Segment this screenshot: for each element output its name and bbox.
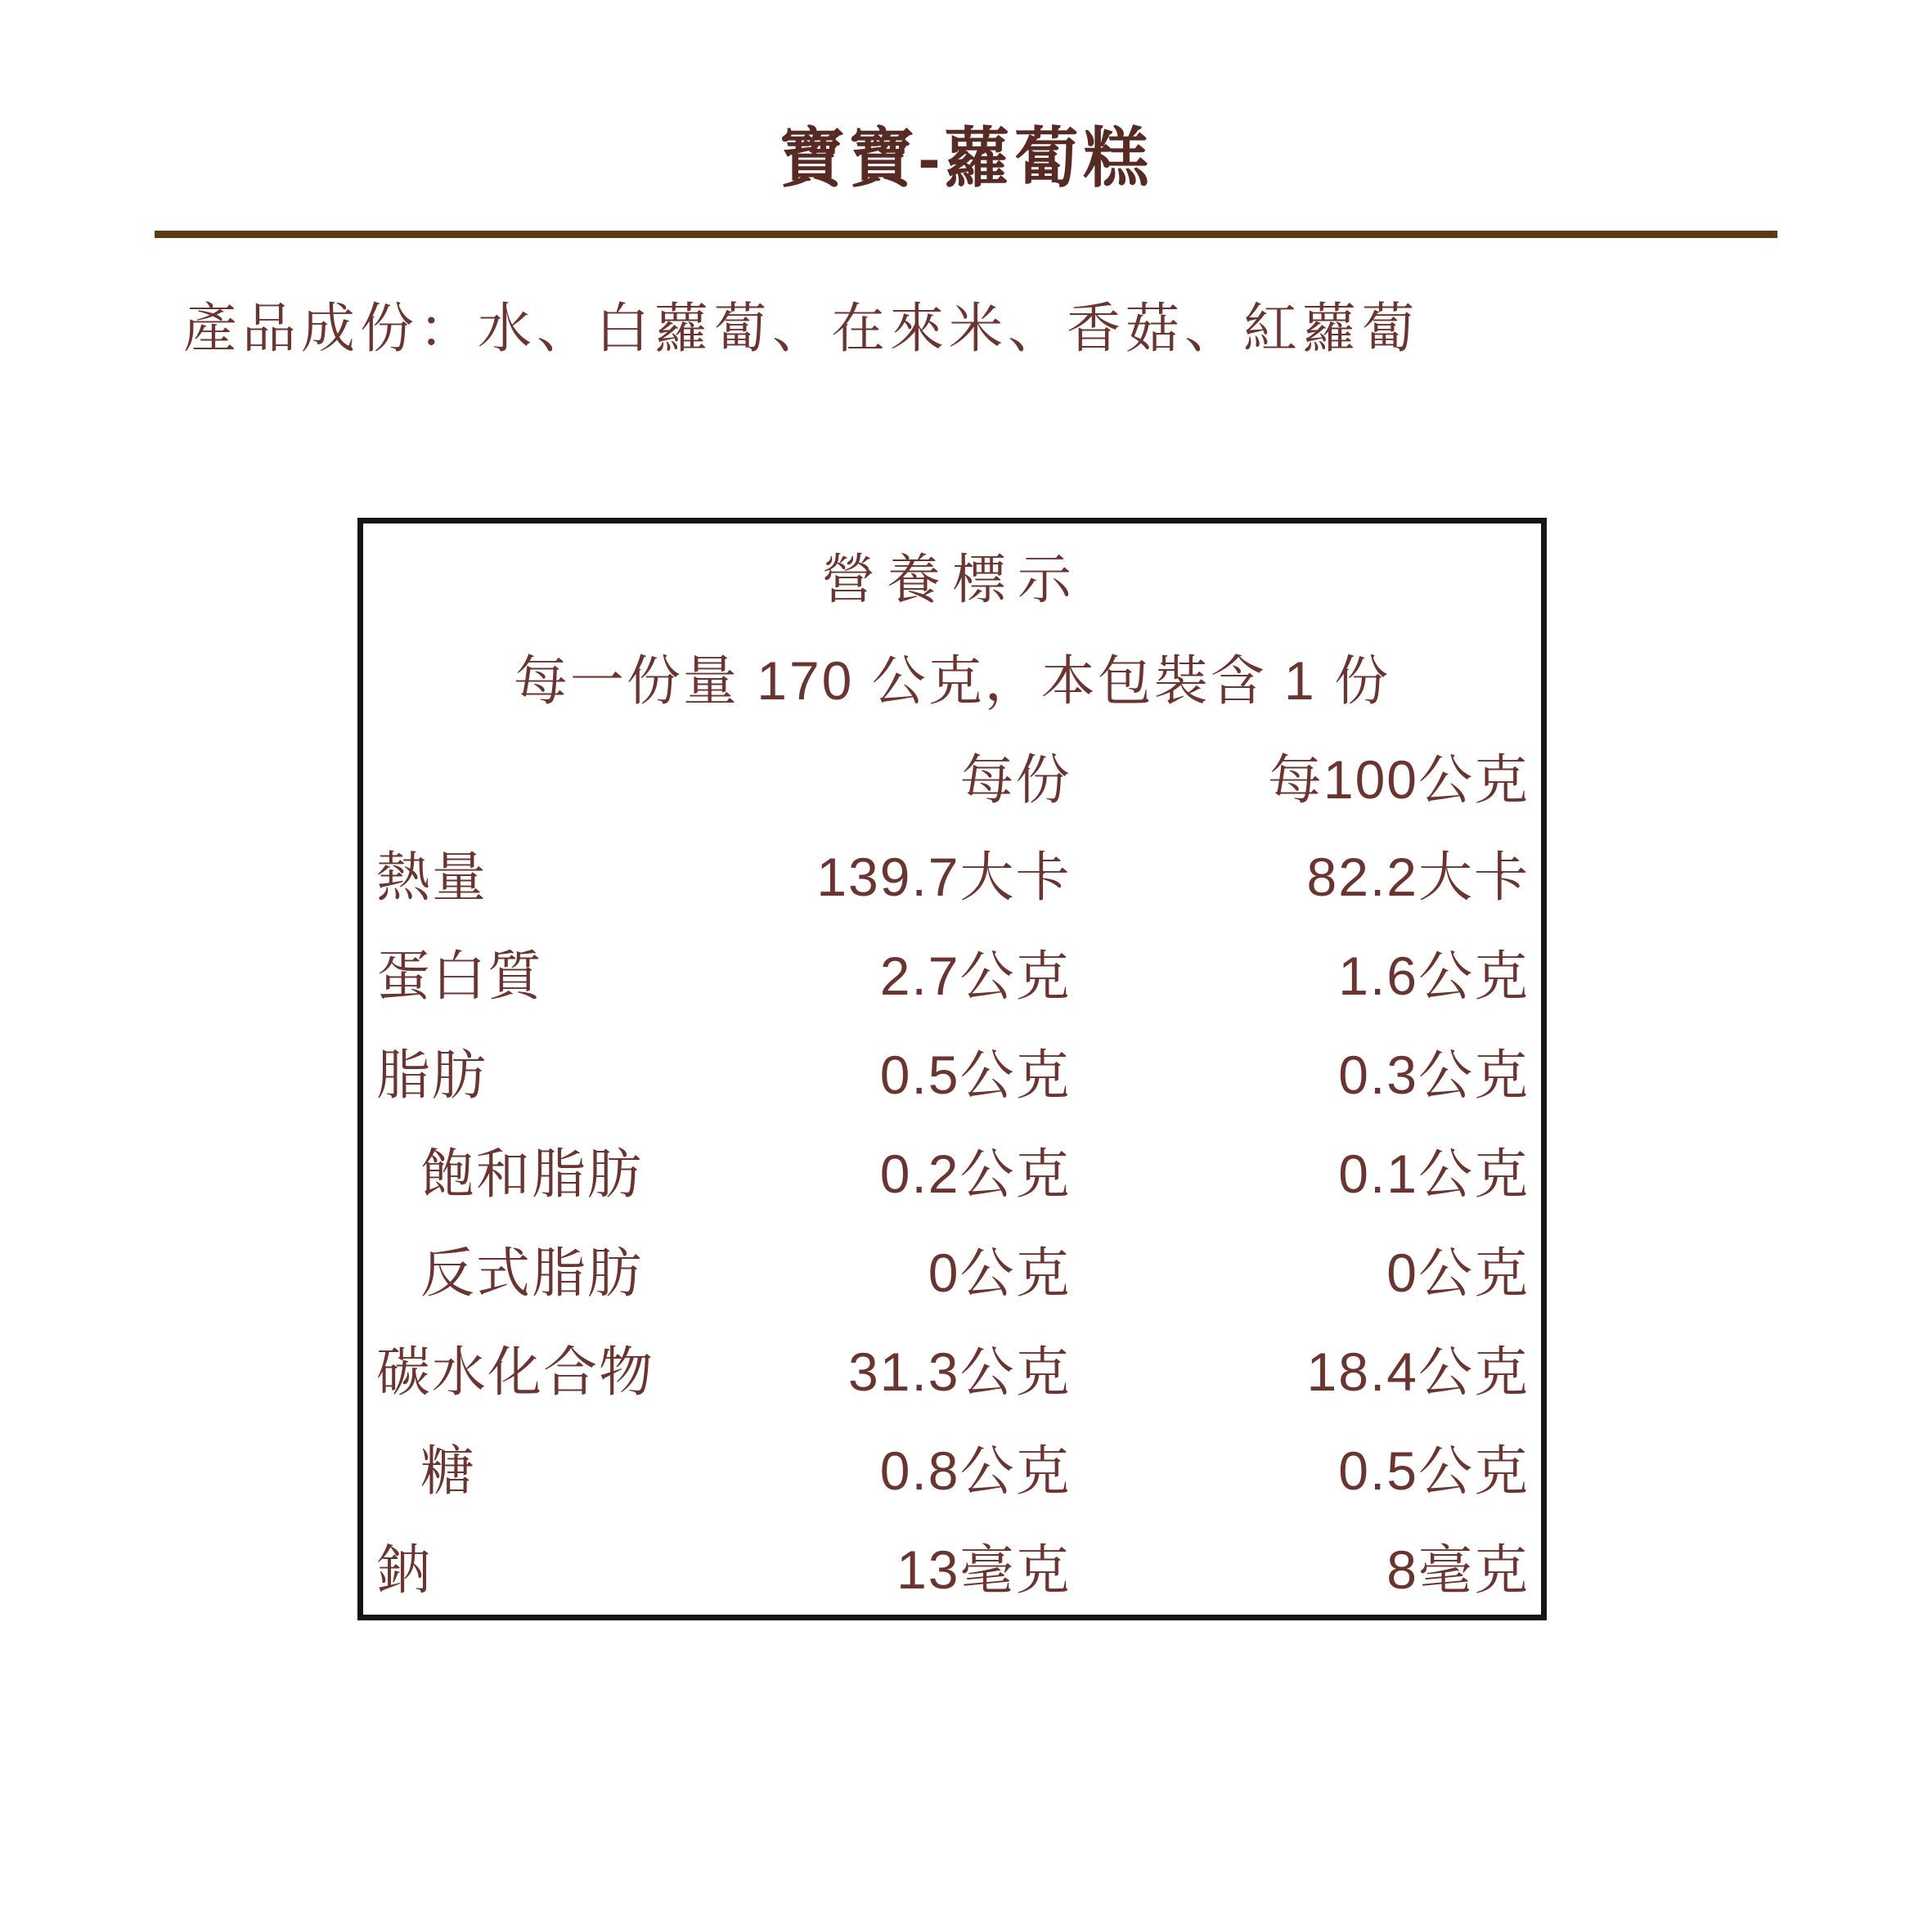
per-serving-value: 139.7大卡 (816, 847, 1072, 907)
nutrient-label: 熱量 (376, 847, 487, 907)
per-serving-value: 2.7公克 (879, 946, 1072, 1006)
nutrient-row (361, 1219, 1544, 1318)
nutrient-row (361, 1120, 1544, 1219)
ingredients-line: 產品成份：水、白蘿蔔、在來米、香菇、紅蘿蔔 (183, 298, 1420, 358)
nutrient-row (361, 1417, 1544, 1516)
nutrition-table-body (361, 823, 1544, 1618)
per-100g-value: 0公克 (1386, 1242, 1530, 1303)
per-100g-value: 8毫克 (1386, 1539, 1530, 1600)
nutrient-label: 脂肪 (376, 1045, 487, 1105)
nutrient-row (361, 1318, 1544, 1417)
per-serving-value: 0.2公克 (879, 1143, 1072, 1204)
per-serving-value: 0.5公克 (879, 1045, 1072, 1105)
serving-info-row (361, 626, 1544, 726)
per-serving-value: 0公克 (928, 1242, 1072, 1303)
nutrition-table (357, 518, 1547, 1620)
per-serving-value: 31.3公克 (848, 1341, 1072, 1402)
page-title: 寶寶-蘿蔔糕 (779, 122, 1153, 195)
per-100g-value: 18.4公克 (1306, 1341, 1530, 1402)
nutrient-row (361, 1516, 1544, 1618)
nutrient-label: 鈉 (376, 1539, 432, 1600)
nutrient-label: 飽和脂肪 (420, 1143, 643, 1204)
per-100g-value: 82.2大卡 (1306, 847, 1530, 907)
per-100g-value: 0.5公克 (1338, 1440, 1530, 1501)
per-serving-value: 0.8公克 (879, 1440, 1072, 1501)
nutrient-label: 蛋白質 (376, 946, 543, 1006)
per-serving-column-header: 每份 (959, 748, 1072, 810)
nutrient-label: 反式脂肪 (420, 1242, 643, 1303)
nutrient-label: 糖 (420, 1440, 476, 1501)
per-serving-value: 13毫克 (896, 1539, 1072, 1600)
empty-corner-header (361, 726, 701, 823)
title-divider-rule (155, 231, 1777, 238)
per-100g-value: 1.6公克 (1338, 946, 1530, 1006)
nutrient-row (361, 1021, 1544, 1120)
serving-info: 每一份量 170 公克，本包裝含 1 份 (513, 650, 1391, 711)
per-100g-value: 0.3公克 (1338, 1045, 1530, 1105)
nutrition-table-title: 營養標示 (821, 549, 1083, 609)
table-title-row (361, 521, 1544, 627)
per-100g-value: 0.1公克 (1338, 1143, 1530, 1204)
nutrient-label: 碳水化合物 (376, 1341, 654, 1402)
per-100g-column-header: 每100公克 (1267, 748, 1530, 810)
column-header-row (361, 726, 1544, 823)
nutrient-row (361, 823, 1544, 922)
nutrient-row (361, 922, 1544, 1021)
